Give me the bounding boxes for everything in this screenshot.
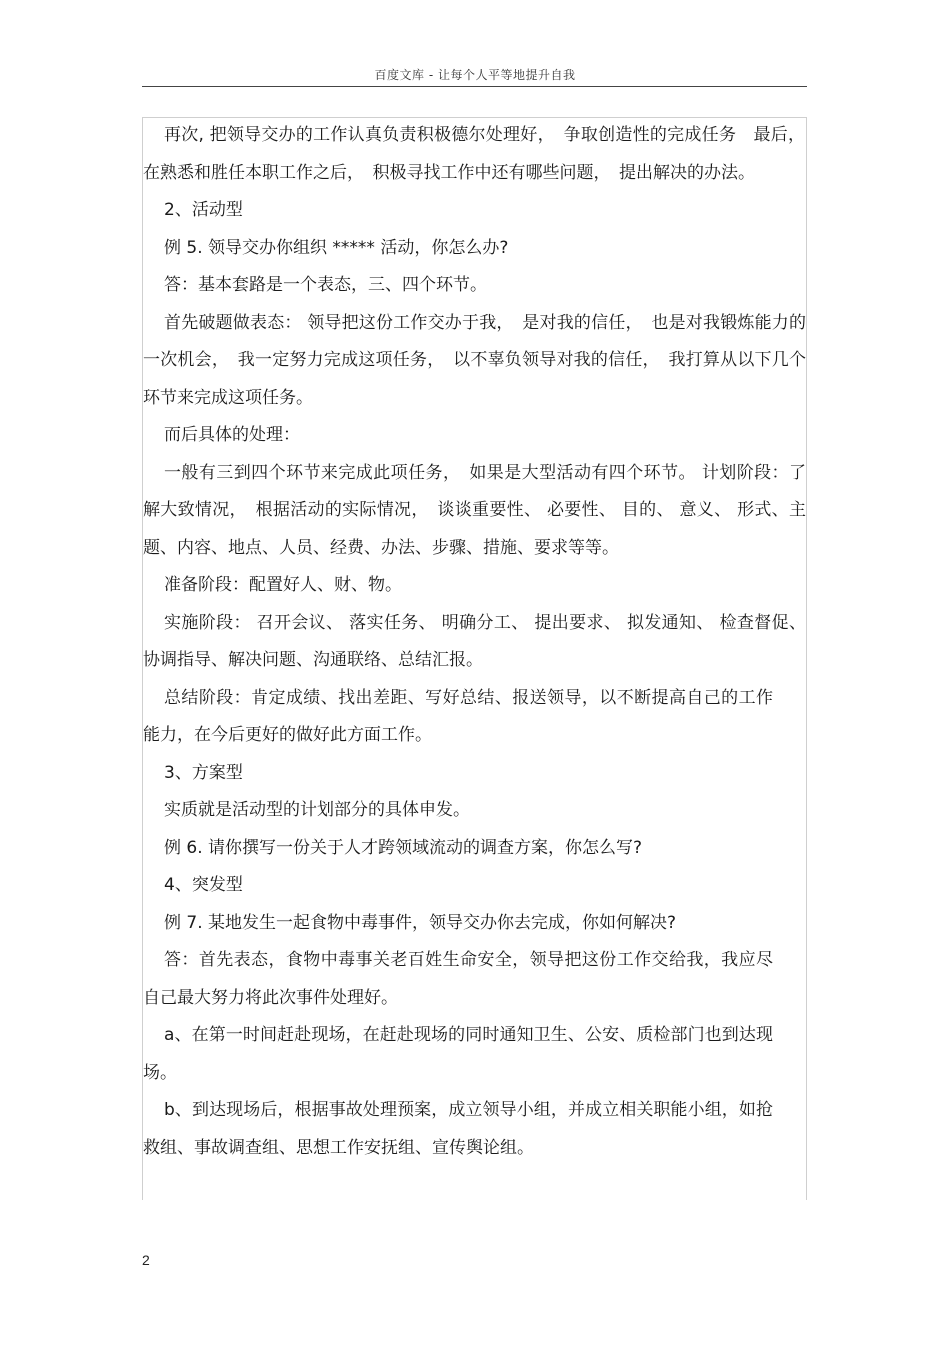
section-heading: 3、方案型 bbox=[164, 762, 243, 783]
paragraph: 实施阶段： 召开会议、 落实任务、 明确分工、 提出要求、 拟发通知、 检查督促、协调指导、解决问题、沟通联络、总结汇报。 bbox=[143, 612, 806, 670]
section-heading: 2、活动型 bbox=[164, 200, 243, 220]
document-body bbox=[143, 117, 806, 1167]
paragraph: 总结阶段：肯定成绩、找出差距、写好总结、报送领导，以不断提高自己的工作能力，在今后更好的做好此方面工作。 bbox=[143, 687, 773, 745]
list-item: a、在第一时间赶赴现场，在赶赴现场的同时通知卫生、公安、质检部门也到达现场。 bbox=[143, 1025, 773, 1083]
paragraph: 一般有三到四个环节来完成此项任务， 如果是大型活动有四个环节。 计划阶段：了解大致情况， 根据活动的实际情况， 谈谈重要性、 必要性、 目的、 意义、 形式、主题、内容、地点、人员、经费、办法、步骤、措施、要求等等。 bbox=[143, 462, 806, 558]
answer-paragraph: 答：首先表态，食物中毒事关老百姓生命安全，领导把这份工作交给我，我应尽自己最大努力将此次事件处理好。 bbox=[143, 950, 773, 1008]
list-item: b、到达现场后，根据事故处理预案，成立领导小组，并成立相关职能小组，如抢救组、事故调查组、思想工作安抚组、宣传舆论组。 bbox=[143, 1100, 773, 1158]
answer-paragraph: 答：基本套路是一个表态，三、四个环节。 bbox=[164, 275, 487, 295]
example-question: 例 7. 某地发生一起食物中毒事件，领导交办你去完成，你如何解决? bbox=[164, 912, 677, 933]
header-divider bbox=[142, 86, 807, 87]
paragraph: 准备阶段：配置好人、财、物。 bbox=[164, 575, 402, 595]
example-question: 例 5. 领导交办你组织 ***** 活动，你怎么办? bbox=[164, 237, 509, 258]
section-heading: 4、突发型 bbox=[164, 875, 243, 895]
paragraph: 而后具体的处理： bbox=[164, 425, 300, 445]
paragraph: 再次, 把领导交办的工作认真负责积极德尔处理好， 争取创造性的完成任务 最后，在熟悉和胜任本职工作之后， 积极寻找工作中还有哪些问题， 提出解决的办法。 bbox=[143, 125, 805, 183]
paragraph: 实质就是活动型的计划部分的具体申发。 bbox=[164, 800, 470, 820]
page-header: 百度文库 - 让每个人平等地提升自我 bbox=[374, 68, 576, 82]
page-number: 2 bbox=[142, 1252, 150, 1268]
paragraph: 首先破题做表态： 领导把这份工作交办于我， 是对我的信任， 也是对我锻炼能力的一次机会， 我一定努力完成这项任务， 以不辜负领导对我的信任， 我打算从以下几个环节来完成这项任务。 bbox=[143, 312, 806, 408]
example-question: 例 6. 请你撰写一份关于人才跨领域流动的调查方案，你怎么写? bbox=[164, 837, 643, 858]
